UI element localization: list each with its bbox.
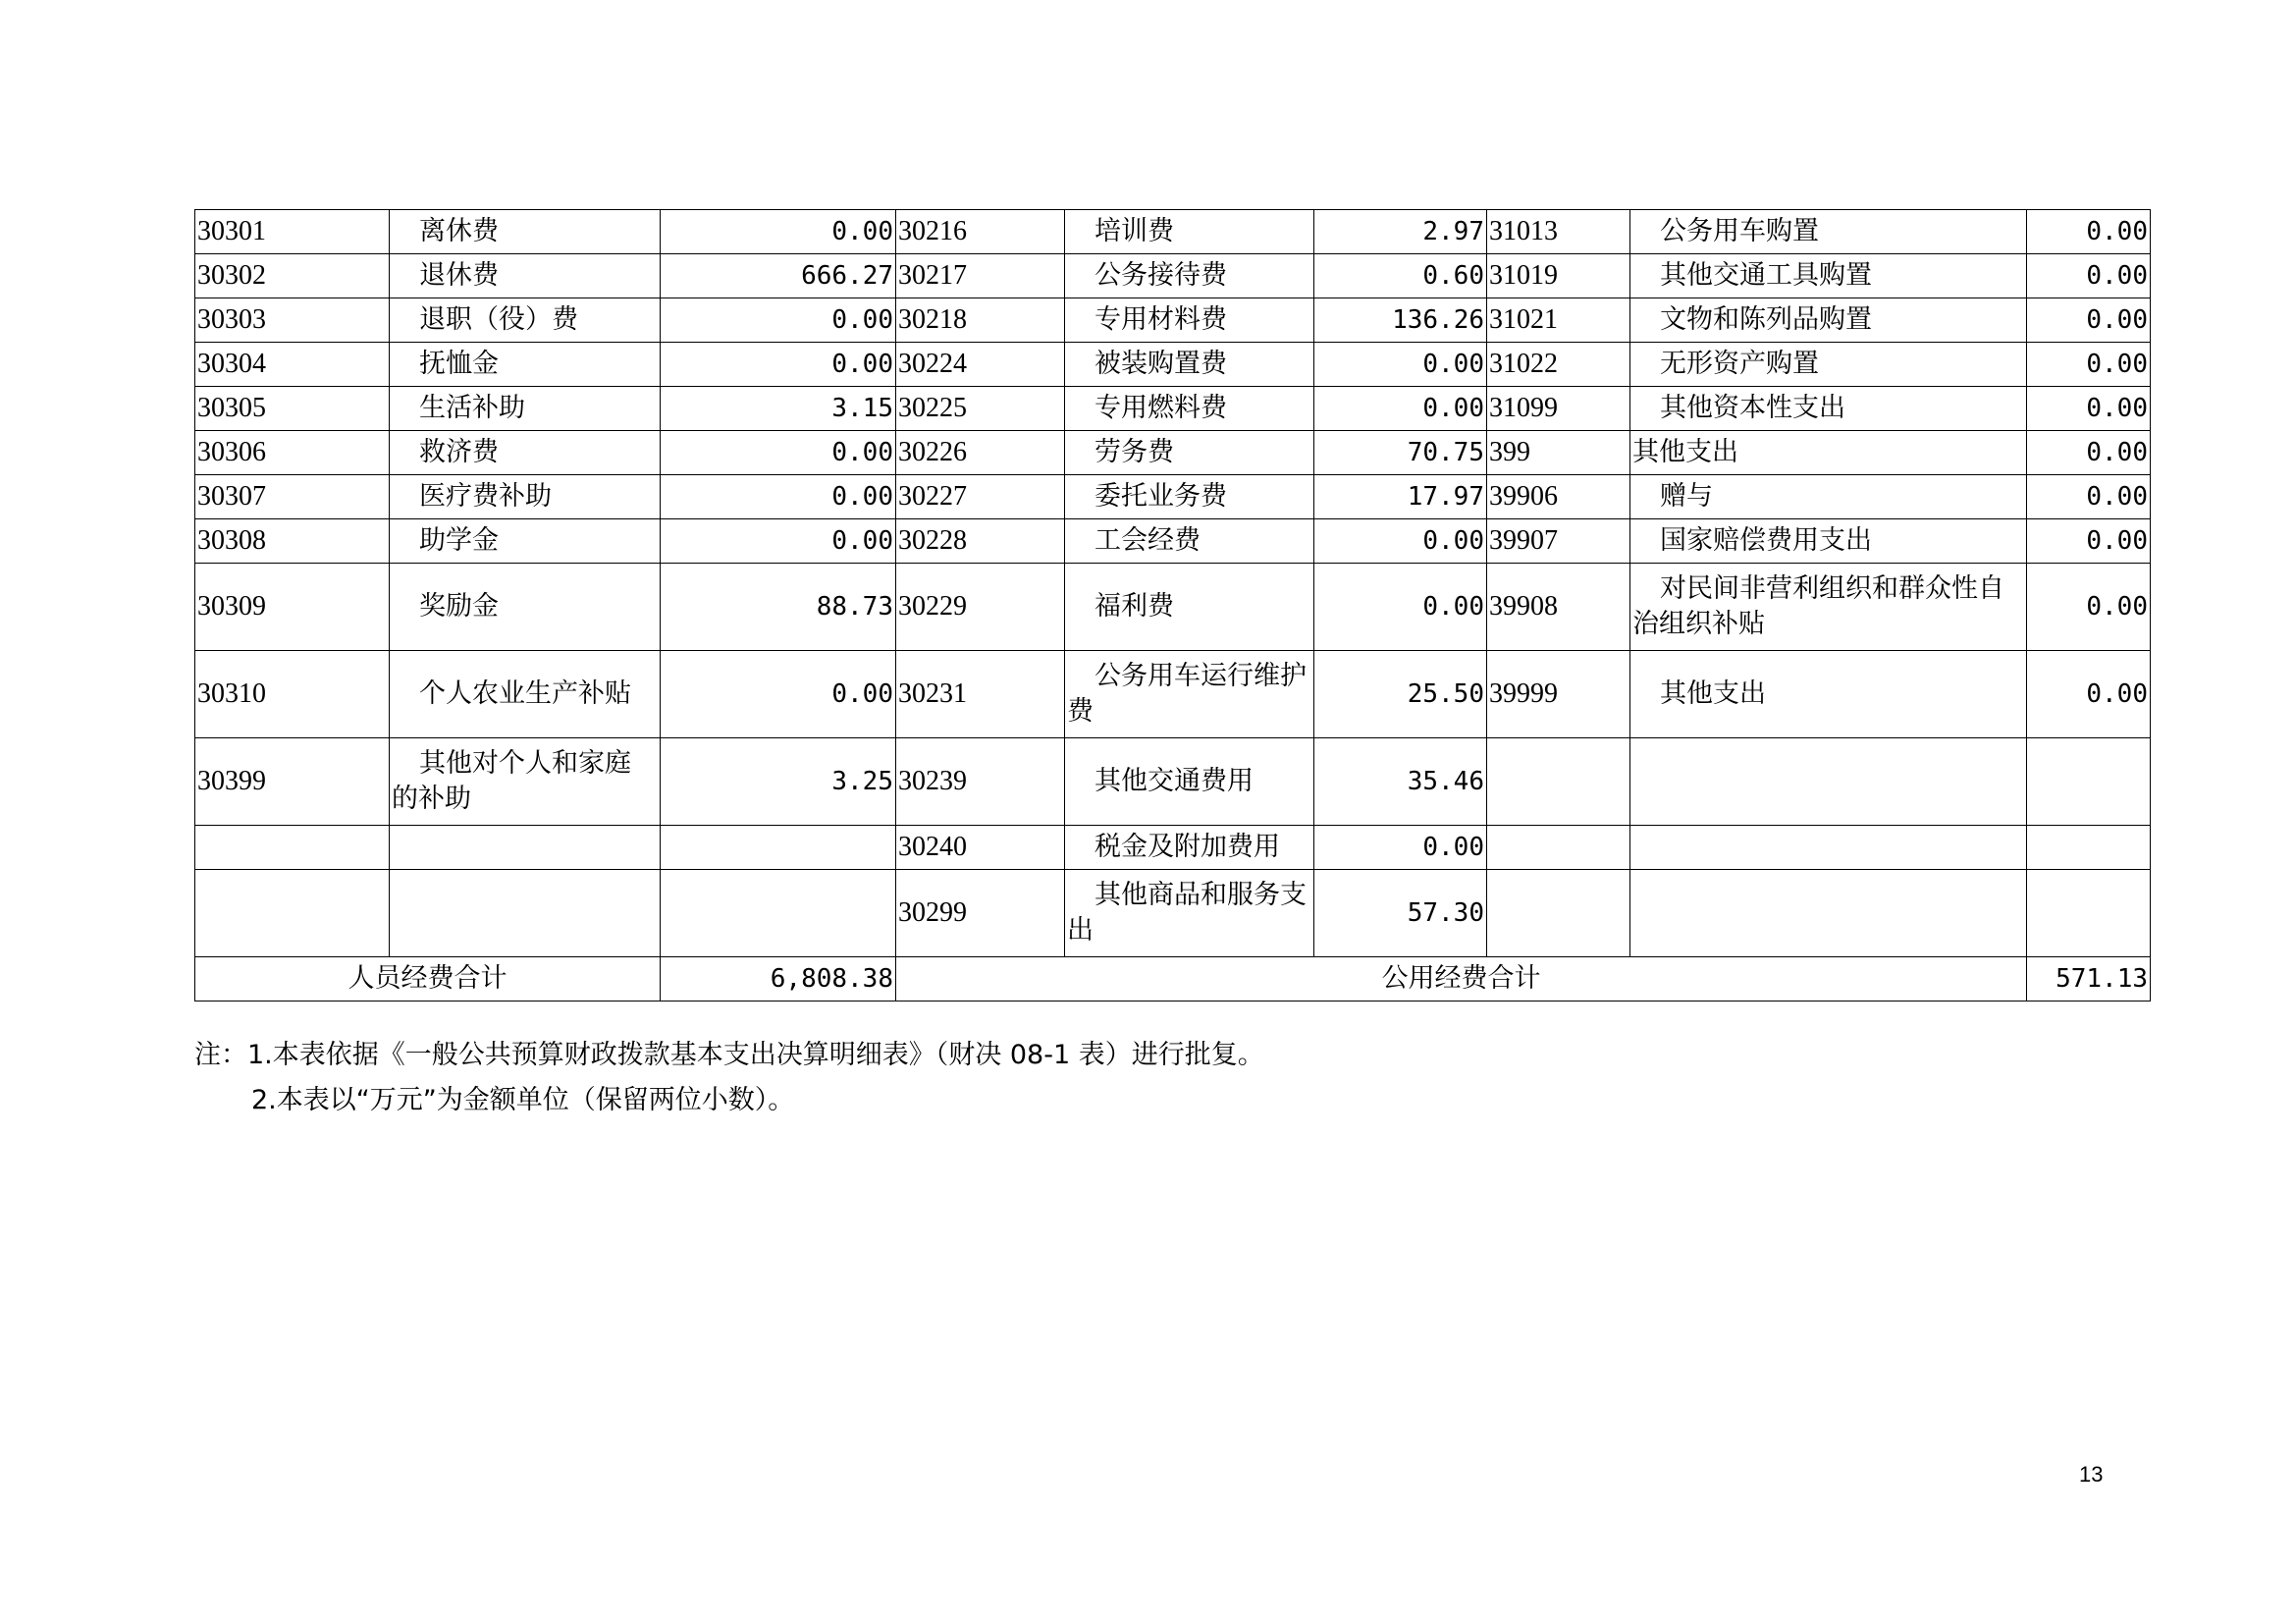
public-code: 30227 — [896, 475, 1065, 519]
personnel-code: 30308 — [195, 519, 390, 564]
public-code: 30228 — [896, 519, 1065, 564]
public-total-label: 公用经费合计 — [896, 957, 2027, 1001]
public-item: 专用燃料费 — [1065, 387, 1314, 431]
capital-amount: 0.00 — [2027, 475, 2151, 519]
personnel-total-label: 人员经费合计 — [195, 957, 661, 1001]
capital-amount: 0.00 — [2027, 343, 2151, 387]
capital-code — [1487, 826, 1630, 870]
capital-code: 31099 — [1487, 387, 1630, 431]
personnel-code: 30399 — [195, 738, 390, 826]
personnel-amount: 0.00 — [661, 431, 896, 475]
public-code: 30226 — [896, 431, 1065, 475]
capital-item: 文物和陈列品购置 — [1630, 298, 2027, 343]
capital-item: 对民间非营利组织和群众性自 治组织补贴 — [1630, 564, 2027, 651]
capital-item: 其他交通工具购置 — [1630, 254, 2027, 298]
public-item: 公务接待费 — [1065, 254, 1314, 298]
capital-code: 39907 — [1487, 519, 1630, 564]
capital-amount: 0.00 — [2027, 564, 2151, 651]
public-amount: 70.75 — [1314, 431, 1487, 475]
note-line-1: 注：1.本表依据《一般公共预算财政拨款基本支出决算明细表》（财决 08-1 表）进行批复。 — [194, 1040, 1264, 1070]
capital-amount — [2027, 826, 2151, 870]
public-code: 30229 — [896, 564, 1065, 651]
public-code: 30299 — [896, 870, 1065, 957]
personnel-code: 30310 — [195, 651, 390, 738]
public-item: 培训费 — [1065, 210, 1314, 254]
personnel-amount: 0.00 — [661, 210, 896, 254]
capital-amount: 0.00 — [2027, 298, 2151, 343]
personnel-item: 退休费 — [390, 254, 661, 298]
capital-code: 39908 — [1487, 564, 1630, 651]
public-item: 被装购置费 — [1065, 343, 1314, 387]
totals-row — [195, 957, 2151, 1001]
public-amount: 25.50 — [1314, 651, 1487, 738]
expenditure-detail-table — [194, 209, 2151, 1001]
table-row — [195, 210, 2151, 254]
public-code: 30239 — [896, 738, 1065, 826]
capital-item: 赠与 — [1630, 475, 2027, 519]
capital-amount — [2027, 870, 2151, 957]
personnel-item: 个人农业生产补贴 — [390, 651, 661, 738]
capital-item: 其他支出 — [1630, 651, 2027, 738]
capital-code: 399 — [1487, 431, 1630, 475]
public-item: 福利费 — [1065, 564, 1314, 651]
capital-amount: 0.00 — [2027, 431, 2151, 475]
capital-amount: 0.00 — [2027, 210, 2151, 254]
public-amount: 0.00 — [1314, 564, 1487, 651]
personnel-item: 生活补助 — [390, 387, 661, 431]
public-amount: 35.46 — [1314, 738, 1487, 826]
personnel-item: 抚恤金 — [390, 343, 661, 387]
personnel-amount: 3.25 — [661, 738, 896, 826]
personnel-amount: 0.00 — [661, 298, 896, 343]
personnel-item: 救济费 — [390, 431, 661, 475]
personnel-code: 30305 — [195, 387, 390, 431]
table-row — [195, 343, 2151, 387]
personnel-item: 医疗费补助 — [390, 475, 661, 519]
public-amount: 0.60 — [1314, 254, 1487, 298]
capital-item — [1630, 738, 2027, 826]
personnel-amount — [661, 870, 896, 957]
public-amount: 0.00 — [1314, 343, 1487, 387]
capital-code: 39906 — [1487, 475, 1630, 519]
personnel-item — [390, 826, 661, 870]
table-row — [195, 475, 2151, 519]
personnel-code: 30306 — [195, 431, 390, 475]
public-item: 专用材料费 — [1065, 298, 1314, 343]
capital-item: 无形资产购置 — [1630, 343, 2027, 387]
table-row — [195, 387, 2151, 431]
personnel-code: 30304 — [195, 343, 390, 387]
table-row — [195, 738, 2151, 826]
personnel-amount — [661, 826, 896, 870]
table-row — [195, 519, 2151, 564]
public-item: 公务用车运行维护 费 — [1065, 651, 1314, 738]
personnel-amount: 0.00 — [661, 343, 896, 387]
personnel-amount: 666.27 — [661, 254, 896, 298]
capital-amount: 0.00 — [2027, 387, 2151, 431]
capital-code: 31013 — [1487, 210, 1630, 254]
personnel-code — [195, 870, 390, 957]
personnel-item: 助学金 — [390, 519, 661, 564]
table-row — [195, 431, 2151, 475]
table-row — [195, 826, 2151, 870]
page-number: 13 — [2079, 1462, 2104, 1487]
table-row — [195, 254, 2151, 298]
personnel-code: 30302 — [195, 254, 390, 298]
public-code: 30225 — [896, 387, 1065, 431]
personnel-amount: 0.00 — [661, 519, 896, 564]
public-code: 30216 — [896, 210, 1065, 254]
public-amount: 2.97 — [1314, 210, 1487, 254]
public-item: 其他商品和服务支 出 — [1065, 870, 1314, 957]
capital-item — [1630, 870, 2027, 957]
capital-amount: 0.00 — [2027, 651, 2151, 738]
personnel-code: 30303 — [195, 298, 390, 343]
note-line-2: 2.本表以“万元”为金额单位（保留两位小数）。 — [251, 1085, 795, 1115]
public-item: 其他交通费用 — [1065, 738, 1314, 826]
personnel-code — [195, 826, 390, 870]
table-row — [195, 870, 2151, 957]
table-notes — [194, 1033, 1264, 1123]
personnel-amount: 3.15 — [661, 387, 896, 431]
table-row — [195, 651, 2151, 738]
capital-code: 31022 — [1487, 343, 1630, 387]
personnel-code: 30309 — [195, 564, 390, 651]
capital-amount: 0.00 — [2027, 519, 2151, 564]
personnel-item: 退职（役）费 — [390, 298, 661, 343]
personnel-item — [390, 870, 661, 957]
personnel-amount: 0.00 — [661, 651, 896, 738]
public-amount: 0.00 — [1314, 826, 1487, 870]
public-code: 30217 — [896, 254, 1065, 298]
table-row — [195, 564, 2151, 651]
public-code: 30224 — [896, 343, 1065, 387]
capital-item: 其他资本性支出 — [1630, 387, 2027, 431]
public-amount: 17.97 — [1314, 475, 1487, 519]
personnel-item: 其他对个人和家庭 的补助 — [390, 738, 661, 826]
capital-item — [1630, 826, 2027, 870]
capital-code: 31019 — [1487, 254, 1630, 298]
capital-amount: 0.00 — [2027, 254, 2151, 298]
personnel-code: 30307 — [195, 475, 390, 519]
personnel-code: 30301 — [195, 210, 390, 254]
capital-item: 其他支出 — [1630, 431, 2027, 475]
public-amount: 136.26 — [1314, 298, 1487, 343]
personnel-total-value: 6,808.38 — [661, 957, 896, 1001]
public-item: 委托业务费 — [1065, 475, 1314, 519]
personnel-item: 离休费 — [390, 210, 661, 254]
capital-code — [1487, 738, 1630, 826]
public-amount: 0.00 — [1314, 387, 1487, 431]
personnel-amount: 88.73 — [661, 564, 896, 651]
capital-code — [1487, 870, 1630, 957]
public-code: 30231 — [896, 651, 1065, 738]
personnel-item: 奖励金 — [390, 564, 661, 651]
capital-amount — [2027, 738, 2151, 826]
public-item: 工会经费 — [1065, 519, 1314, 564]
public-item: 劳务费 — [1065, 431, 1314, 475]
capital-item: 国家赔偿费用支出 — [1630, 519, 2027, 564]
public-code: 30240 — [896, 826, 1065, 870]
public-amount: 0.00 — [1314, 519, 1487, 564]
table-row — [195, 298, 2151, 343]
public-amount: 57.30 — [1314, 870, 1487, 957]
capital-item: 公务用车购置 — [1630, 210, 2027, 254]
public-total-value: 571.13 — [2027, 957, 2151, 1001]
public-code: 30218 — [896, 298, 1065, 343]
capital-code: 39999 — [1487, 651, 1630, 738]
personnel-amount: 0.00 — [661, 475, 896, 519]
capital-code: 31021 — [1487, 298, 1630, 343]
public-item: 税金及附加费用 — [1065, 826, 1314, 870]
